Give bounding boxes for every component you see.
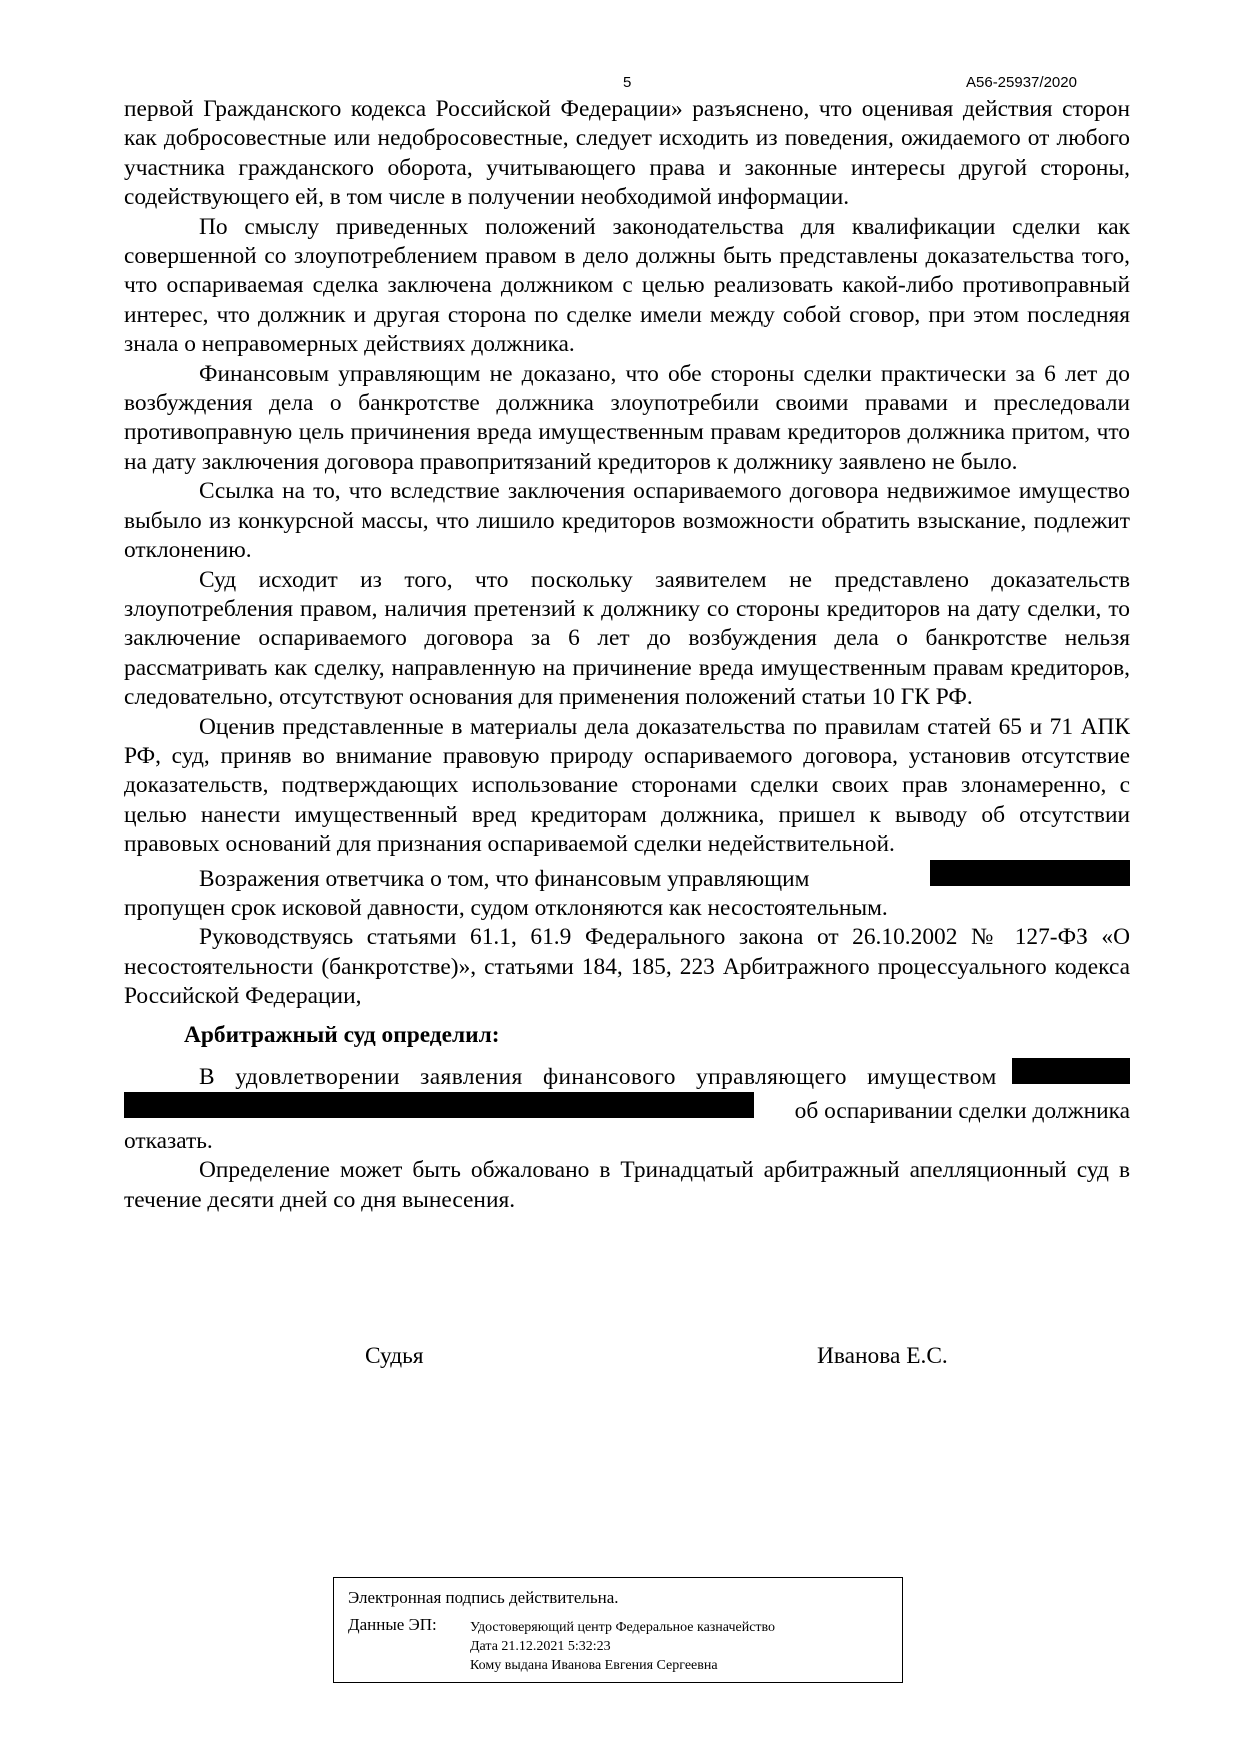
case-number: А56-25937/2020 (966, 74, 1077, 91)
paragraph-7 (124, 860, 1130, 924)
paragraph-2: По смыслу приведенных положений законодательства для квалификации сделки как совершенной со злоупотреблением правом в дело должны быть представлены доказательства того, что оспариваемая сделка заключена должником с целью реализовать какой-либо противоправный интерес, что должник и другая сторона по сделке имели между собой сговор, при этом последняя знала о неправомерных действиях должника. (124, 213, 1130, 358)
signature-row (0, 1343, 1241, 1373)
judge-name: Иванова Е.С. (817, 1343, 948, 1369)
document-body (124, 95, 1130, 1215)
paragraph-4: Ссылка на то, что вследствие заключения оспариваемого договора недвижимое имущество выбыло из конкурсной массы, что лишило кредиторов возможности обратить взыскание, подлежит отклонению. (124, 478, 1130, 564)
redaction-block (930, 860, 1130, 886)
paragraph-9 (124, 1058, 1130, 1156)
redaction-block (124, 1092, 754, 1118)
paragraph-1: первой Гражданского кодекса Российской Федерации» разъяснено, что оценивая действия сторон как добросовестные или недобросовестные, следует исходить из поведения, ожидаемого от любого участника гражданского оборота, учитывающего права и законные интересы другой стороны, содействующего ей, в том числе в получении необходимой информации. (124, 96, 1130, 211)
paragraph-3: Финансовым управляющим не доказано, что обе стороны сделки практически за 6 лет до возбуждения дела о банкротстве должника злоупотребили своими правами и преследовали противоправную цель причинения вреда имущественным правам кредиторов должника притом, что на дату заключения договора правопритязаний кредиторов к должнику заявлено не было. (124, 360, 1130, 475)
e-signature-issuer: Удостоверяющий центр Федеральное казначейство (470, 1620, 776, 1635)
paragraph-9-start: В удовлетворении заявления финансового управляющего имуществом (199, 1064, 997, 1090)
resolution-heading: Арбитражный суд определил: (184, 1021, 500, 1048)
paragraph-6: Оценив представленные в материалы дела доказательства по правилам статей 65 и 71 АПК РФ, суд, приняв во внимание правовую природу оспариваемого договора, установив отсутствие доказательств, подтверждающих использование сторонами сделки своих прав злонамеренно, с целью нанести имущественный вред кредиторам должника, пришел к выводу об отсутствии правовых оснований для признания оспариваемой сделки недействительной. (124, 713, 1130, 858)
paragraph-10: Определение может быть обжаловано в Тринадцатый арбитражный апелляционный суд в течение десяти дней со дня вынесения. (124, 1157, 1130, 1213)
e-signature-label: Данные ЭП: (348, 1615, 437, 1634)
e-signature-title: Электронная подпись действительна. (348, 1588, 619, 1607)
judge-role: Судья (365, 1343, 424, 1369)
redaction-block (1012, 1058, 1130, 1084)
e-signature-details (470, 1618, 775, 1675)
paragraph-7-start: Возражения ответчика о том, что финансовым управляющим (199, 865, 810, 892)
paragraph-9-middle: об оспаривании сделки должника (794, 1098, 1130, 1125)
e-signature-issued-to: Кому выдана Иванова Евгения Сергеевна (470, 1658, 718, 1673)
page-number: 5 (623, 74, 632, 91)
paragraph-9-end: отказать. (124, 1127, 213, 1154)
paragraph-5: Суд исходит из того, что поскольку заявителем не представлено доказательств злоупотребления правом, наличия претензий к должнику со стороны кредиторов на дату сделки, то заключение оспариваемого договора за 6 лет до возбуждения дела о банкротстве нельзя рассматривать как сделку, направленную на причинение вреда имущественным правам кредиторов, следовательно, отсутствуют основания для применения положений статьи 10 ГК РФ. (124, 566, 1130, 711)
page-header (0, 74, 1241, 96)
paragraph-8: Руководствуясь статьями 61.1, 61.9 Федерального закона от 26.10.2002 № 127-ФЗ «О несостоятельности (банкротстве)», статьями 184, 185, 223 Арбитражного процессуального кодекса Российской Федерации, (124, 924, 1130, 1010)
e-signature-stamp (333, 1577, 903, 1683)
e-signature-date: Дата 21.12.2021 5:32:23 (470, 1639, 611, 1654)
paragraph-7-end: пропущен срок исковой давности, судом отклоняются как несостоятельным. (124, 894, 888, 921)
